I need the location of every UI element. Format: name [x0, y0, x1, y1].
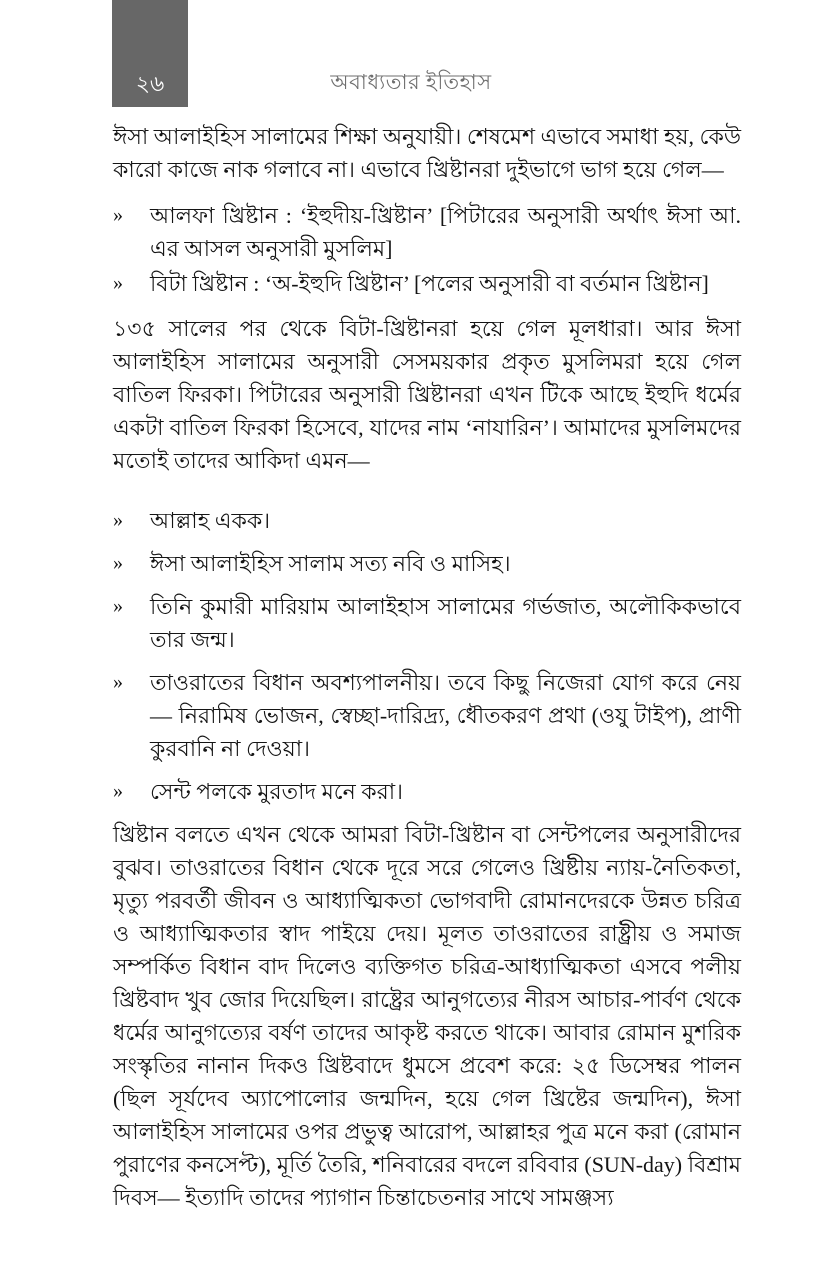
bullet-list-aqidah-points [113, 504, 741, 808]
list-item [113, 666, 741, 765]
list-item [113, 199, 741, 265]
paragraph-2: ১৩৫ সালের পর থেকে বিটা-খ্রিষ্টানরা হয়ে গেল মূলধারা। আর ঈসা আলাইহিস সালামের অনুসারী সেসময়কার প্রকৃত মুসলিমরা হয়ে গেল বাতিল ফিরকা। পিটারের অনুসারী খ্রিষ্টানরা এখন টিকে আছে ইহুদি ধর্মের একটা বাতিল ফিরকা হিসেবে, যাদের নাম ‘নাযারিন’। আমাদের মুসলিমদের মতোই তাদের আকিদা এমন— [113, 316, 741, 473]
paragraph-3: খ্রিষ্টান বলতে এখন থেকে আমরা বিটা-খ্রিষ্টান বা সেন্টপলের অনুসারীদের বুঝব। তাওরাতের বিধান থেকে দূরে সরে গেলেও খ্রিষ্টীয় ন্যায়-নৈতিকতা, মৃত্যু পরবর্তী জীবন ও আধ্যাত্মিকতা ভোগবাদী রোমানদেরকে উন্নত চরিত্র ও আধ্যাত্মিকতার স্বাদ পাইয়ে দেয়। মূলত তাওরাতের রাষ্ট্রীয় ও সমাজ সম্পর্কিত বিধান বাদ দিলেও ব্যক্তিগত চরিত্র-আধ্যাত্মিকতা এসবে পলীয় খ্রিষ্টবাদ খুব জোর দিয়েছিল। রাষ্ট্রের আনুগত্যের নীরস আচার-পার্বণ থেকে ধর্মের আনুগত্যের বর্ষণ তাদের আকৃষ্ট করতে থাকে। আবার রোমান মুশরিক সংস্কৃতির নানান দিকও খ্রিষ্টবাদে ধুমসে প্রবেশ করে: ২৫ ডিসেম্বর পালন (ছিল সূর্যদেব অ্যাপোলোর জন্মদিন, হয়ে গেল খ্রিষ্টের জন্মদিন), ঈসা আলাইহিস সালামের ওপর প্রভুত্ব আরোপ, আল্লাহর পুত্র মনে করা (রোমান পুরাণের কনসেপ্ট), মূর্তি তৈরি, শনিবারের বদলে রবিবার (SUN-day) বিশ্রাম দিবস— ইত্যাদি তাদের প্যাগান চিন্তাচেতনার সাথে সামঞ্জস্য [113, 822, 741, 1210]
list-item-text: তাওরাতের বিধান অবশ্যপালনীয়। তবে কিছু নিজেরা যোগ করে নেয়— নিরামিষ ভোজন, স্বেচ্ছা-দারিদ্র্য, ধৌতকরণ প্রথা (ওযু টাইপ), প্রাণী কুরবানি না দেওয়া। [150, 670, 741, 761]
bullet-marker: » [113, 595, 123, 617]
list-item-text: সেন্ট পলকে মুরতাদ মনে করা। [150, 779, 404, 804]
running-header-title: অবাধ্যতার ইতিহাস [330, 70, 492, 94]
list-item-text: আল্লাহ একক। [150, 508, 271, 533]
list-item [113, 267, 741, 300]
list-item [113, 504, 741, 537]
list-item [113, 590, 741, 656]
bullet-marker: » [113, 552, 123, 574]
list-item-text: তিনি কুমারী মারিয়াম আলাইহাস সালামের গর্ভজাত, অলৌকিকভাবে তার জন্ম। [150, 594, 741, 652]
paragraph-1: ঈসা আলাইহিস সালামের শিক্ষা অনুযায়ী। শেষমেশ এভাবে সমাধা হয়, কেউ কারো কাজে নাক গলাবে না। এভাবে খ্রিষ্টানরা দুইভাগে ভাগ হয়ে গেল— [113, 124, 741, 182]
list-item-text: ঈসা আলাইহিস সালাম সত্য নবি ও মাসিহ। [150, 551, 511, 576]
bullet-marker: » [113, 671, 123, 693]
bullet-marker: » [113, 509, 123, 531]
list-item [113, 775, 741, 808]
bullet-list-christian-types [113, 199, 741, 300]
page-number: ২৬ [135, 71, 165, 96]
page-body-text [113, 120, 741, 1214]
bullet-marker: » [113, 780, 123, 802]
bullet-marker: » [113, 204, 123, 226]
bullet-marker: » [113, 272, 123, 294]
list-item [113, 547, 741, 580]
list-item-text: আলফা খ্রিষ্টান : ‘ইহুদীয়-খ্রিষ্টান’ [পিটারের অনুসারী অর্থাৎ ঈসা আ. এর আসল অনুসারী মুসলিম] [150, 203, 741, 261]
list-item-text: বিটা খ্রিষ্টান : ‘অ-ইহুদি খ্রিষ্টান’ [পলের অনুসারী বা বর্তমান খ্রিষ্টান] [150, 271, 709, 296]
